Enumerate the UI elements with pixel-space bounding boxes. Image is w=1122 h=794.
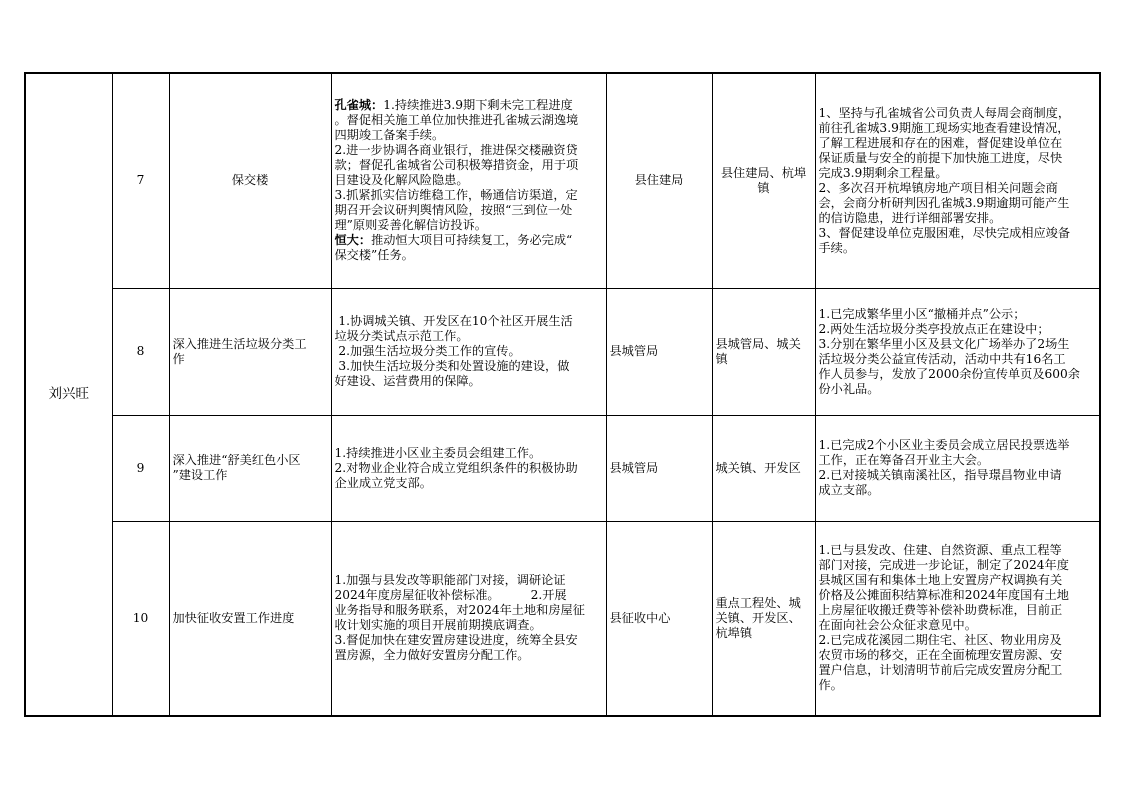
owner-cell: 刘兴旺 — [25, 73, 112, 716]
progress-line: 作人员参与，发放了2000余份宣传单页及600余 — [818, 366, 1080, 381]
progress-line: 的信访隐患，进行详细部署安排。 — [818, 210, 1002, 225]
measure-line: 四期竣工备案手续。 — [334, 128, 445, 143]
progress-cell — [815, 521, 1100, 716]
progress-line: 会，会商分析研判因孔雀城3.9期逾期可能产生 — [818, 195, 1070, 210]
measure-line: 1.加强与县发改等职能部门对接，调研论证 — [334, 573, 566, 588]
progress-line: 成立支部。 — [818, 483, 880, 497]
progress-line: 3、督促建设单位克服困难，尽快完成相应竣备 — [818, 225, 1071, 240]
measure-line: 理”原则妥善化解信访投诉。 — [334, 218, 487, 233]
progress-line: 前往孔雀城3.9期施工现场实地查看建设情况， — [818, 120, 1070, 135]
measure-heading: 恒大： — [334, 233, 372, 248]
measure-line: 1.协调城关镇、开发区在10个社区开展生活 — [334, 314, 573, 328]
measures-cell — [331, 288, 606, 415]
measure-line: 保交楼”任务。 — [334, 248, 414, 263]
measure-line: 业务指导和服务联系，对2024年土地和房屋征 — [334, 603, 585, 618]
measure-line: 2.对物业企业符合成立党组织条件的积极协助 — [334, 460, 578, 475]
task-name: 加快征收安置工作进度 — [169, 521, 331, 716]
measure-line: 企业成立党支部。 — [334, 475, 432, 490]
task-name: 深入推进“舒美红色小区 ”建设工作 — [169, 415, 331, 521]
progress-line: 手续。 — [818, 240, 856, 255]
measure-line: 。督促相关施工单位加快推进孔雀城云湖逸境 — [334, 113, 579, 128]
measure-line: 3.督促加快在建安置房建设进度，统筹全县安 — [334, 633, 578, 648]
measure-heading: 孔雀城： — [334, 98, 384, 113]
row-number: 9 — [112, 415, 169, 521]
progress-line: 2.两处生活垃圾分类亭投放点正在建设中； — [818, 321, 1050, 336]
progress-line: 2、多次召开杭埠镇房地产项目相关问题会商 — [818, 180, 1058, 195]
progress-line: 县城区国有和集体土地上安置房产权调换有关 — [818, 573, 1063, 588]
measures-cell — [331, 73, 606, 288]
progress-line: 工作，正在筹备召开业主大会。 — [818, 453, 990, 467]
coop-units: 县住建局、杭埠 镇 — [712, 73, 815, 288]
measure-line: 恒大：推动恒大项目可持续复工，务必完成“ — [334, 233, 573, 248]
progress-line: 1.已完成繁华里小区“撤桶并点”公示； — [818, 306, 1026, 321]
lead-unit: 县征收中心 — [606, 521, 712, 716]
progress-line: 置户信息，计划清明节前后完成安置房分配工 — [818, 663, 1063, 678]
progress-line: 价格及公摊面积结算标准和2024年度国有土地 — [818, 588, 1069, 603]
coop-units: 县城管局、城关 镇 — [712, 288, 815, 415]
progress-cell — [815, 415, 1100, 521]
progress-line: 1、坚持与孔雀城省公司负责人每周会商制度， — [818, 105, 1071, 120]
table-row — [25, 73, 1100, 288]
table-row — [25, 415, 1100, 521]
measures-cell — [331, 521, 606, 716]
progress-line: 份小礼品。 — [818, 381, 880, 396]
measure-line: 2.加强生活垃圾分类工作的宣传。 — [334, 344, 521, 358]
table-row — [25, 288, 1100, 415]
progress-line: 部门对接，完成进一步论证，制定了2024年度 — [818, 558, 1069, 573]
progress-line: 在面向社会公众征求意见中。 — [818, 618, 977, 633]
row-number: 10 — [112, 521, 169, 716]
progress-cell — [815, 73, 1100, 288]
measure-line: 1.持续推进小区业主委员会组建工作。 — [334, 445, 542, 460]
row-number: 8 — [112, 288, 169, 415]
measure-line: 孔雀城：1.持续推进3.9期下剩未完工程进度 — [334, 98, 573, 113]
progress-line: 完成3.9期剩余工程量。 — [818, 165, 948, 180]
lead-unit: 县住建局 — [606, 73, 712, 288]
progress-line: 1.已与县发改、住建、自然资源、重点工程等 — [818, 543, 1062, 558]
progress-line: 3.分别在繁华里小区及县文化广场举办了2场生 — [818, 336, 1070, 351]
measure-line: 置房源，全力做好安置房分配工作。 — [334, 648, 530, 663]
measure-line: 期召开会议研判舆情风险，按照“三到位一处 — [334, 203, 573, 218]
measure-line: 收计划实施的项目开展前期摸底调查。 — [334, 618, 542, 633]
task-name: 深入推进生活垃圾分类工 作 — [169, 288, 331, 415]
progress-line: 作。 — [818, 678, 843, 693]
lead-unit: 县城管局 — [606, 288, 712, 415]
progress-line: 1.已完成2个小区业主委员会成立居民投票选举 — [818, 438, 1070, 452]
lead-unit: 县城管局 — [606, 415, 712, 521]
progress-line: 上房屋征收搬迁费等补偿补助费标准，目前正 — [818, 603, 1063, 618]
progress-line: 2.已对接城关镇南溪社区，指导璟昌物业申请 — [818, 468, 1062, 482]
measure-line: 2024年度房屋征收补偿标准。 2.开展 — [334, 588, 567, 603]
measure-line: 2.进一步协调各商业银行，推进保交楼融资贷 — [334, 143, 578, 158]
measure-line: 3.加快生活垃圾分类和处置设施的建设，做 — [334, 359, 570, 373]
progress-line: 2.已完成花溪园二期住宅、社区、物业用房及 — [818, 633, 1062, 648]
table-row — [25, 521, 1100, 716]
measures-cell — [331, 415, 606, 521]
measure-line: 目建设及化解风险隐患。 — [334, 173, 469, 188]
progress-line: 农贸市场的移交，正在全面梳理安置房源、安 — [818, 648, 1063, 663]
coop-units: 城关镇、开发区 — [712, 415, 815, 521]
measure-line: 款；督促孔雀城省公司积极筹措资金，用于项 — [334, 158, 579, 173]
measure-line: 好建设、运营费用的保障。 — [334, 374, 481, 388]
task-name: 保交楼 — [169, 73, 331, 288]
progress-line: 保证质量与安全的前提下加快施工进度，尽快 — [818, 150, 1063, 165]
progress-line: 活垃圾分类公益宣传活动，活动中共有16名工 — [818, 351, 1066, 366]
work-progress-table — [24, 72, 1101, 717]
progress-cell — [815, 288, 1100, 415]
row-number: 7 — [112, 73, 169, 288]
coop-units: 重点工程处、城 关镇、开发区、 杭埠镇 — [712, 521, 815, 716]
measure-line: 3.抓紧抓实信访维稳工作，畅通信访渠道，定 — [334, 188, 578, 203]
measure-line: 垃圾分类试点示范工作。 — [334, 329, 469, 343]
progress-line: 了解工程进展和存在的困难，督促建设单位在 — [818, 135, 1063, 150]
